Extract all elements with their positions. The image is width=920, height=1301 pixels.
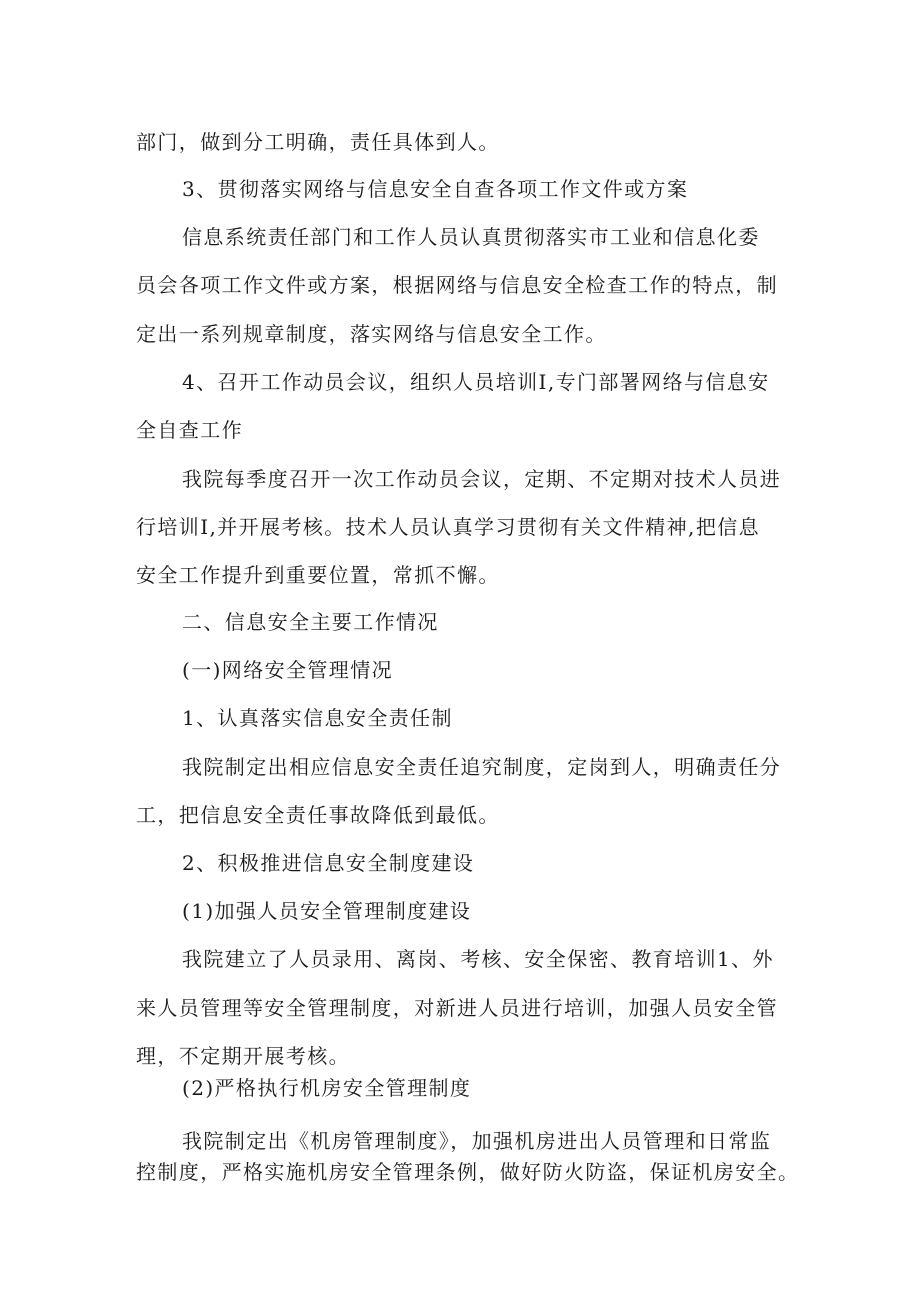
- section-heading: (1)加强人员安全管理制度建设: [182, 899, 472, 923]
- text-line: 我院制定出相应信息安全责任追究制度，定岗到人，明确责任分: [182, 755, 782, 779]
- text-line: 我院建立了人员录用、离岗、考核、安全保密、教育培训1、外: [182, 947, 774, 971]
- section-heading: 3、贯彻落实网络与信息安全自查各项工作文件或方案: [182, 177, 689, 201]
- section-heading: 二、信息安全主要工作情况: [182, 610, 439, 634]
- text-line: 员会各项工作文件或方案，根据网络与信息安全检查工作的特点，制: [136, 273, 778, 297]
- text-line: 信息系统责任部门和工作人员认真贯彻落实市工业和信息化委: [182, 225, 760, 249]
- section-heading: (2)严格执行机房安全管理制度: [182, 1076, 472, 1100]
- section-heading: 2、积极推进信息安全制度建设: [182, 851, 475, 875]
- text-line: 安全工作提升到重要位置，常抓不懈。: [136, 563, 500, 587]
- section-heading: 全自查工作: [136, 418, 243, 442]
- text-line: 部门，做到分工明确，责任具体到人。: [136, 130, 500, 154]
- text-line: 我院制定出《机房管理制度》，加强机房进出人员管理和日常监: [182, 1129, 772, 1153]
- text-line: 控制度，严格实施机房安全管理条例，做好防火防盗，保证机房安全。: [136, 1160, 800, 1184]
- text-line: 我院每季度召开一次工作动员会议，定期、不定期对技术人员进: [182, 467, 782, 491]
- text-line: 行培训Ⅰ,并开展考核。技术人员认真学习贯彻有关文件精神,把信息: [136, 515, 761, 539]
- text-line: 定出一系列规章制度，落实网络与信息安全工作。: [136, 322, 607, 346]
- section-heading: 4、召开工作动员会议，组织人员培训Ⅰ,专门部署网络与信息安: [182, 370, 770, 394]
- section-heading: (一)网络安全管理情况: [182, 658, 394, 682]
- text-line: 工，把信息安全责任事故降低到最低。: [136, 803, 500, 827]
- text-line: 来人员管理等安全管理制度，对新进人员进行培训，加强人员安全管: [136, 996, 778, 1020]
- section-heading: 1、认真落实信息安全责任制: [182, 706, 453, 730]
- text-line: 理，不定期开展考核。: [136, 1044, 350, 1068]
